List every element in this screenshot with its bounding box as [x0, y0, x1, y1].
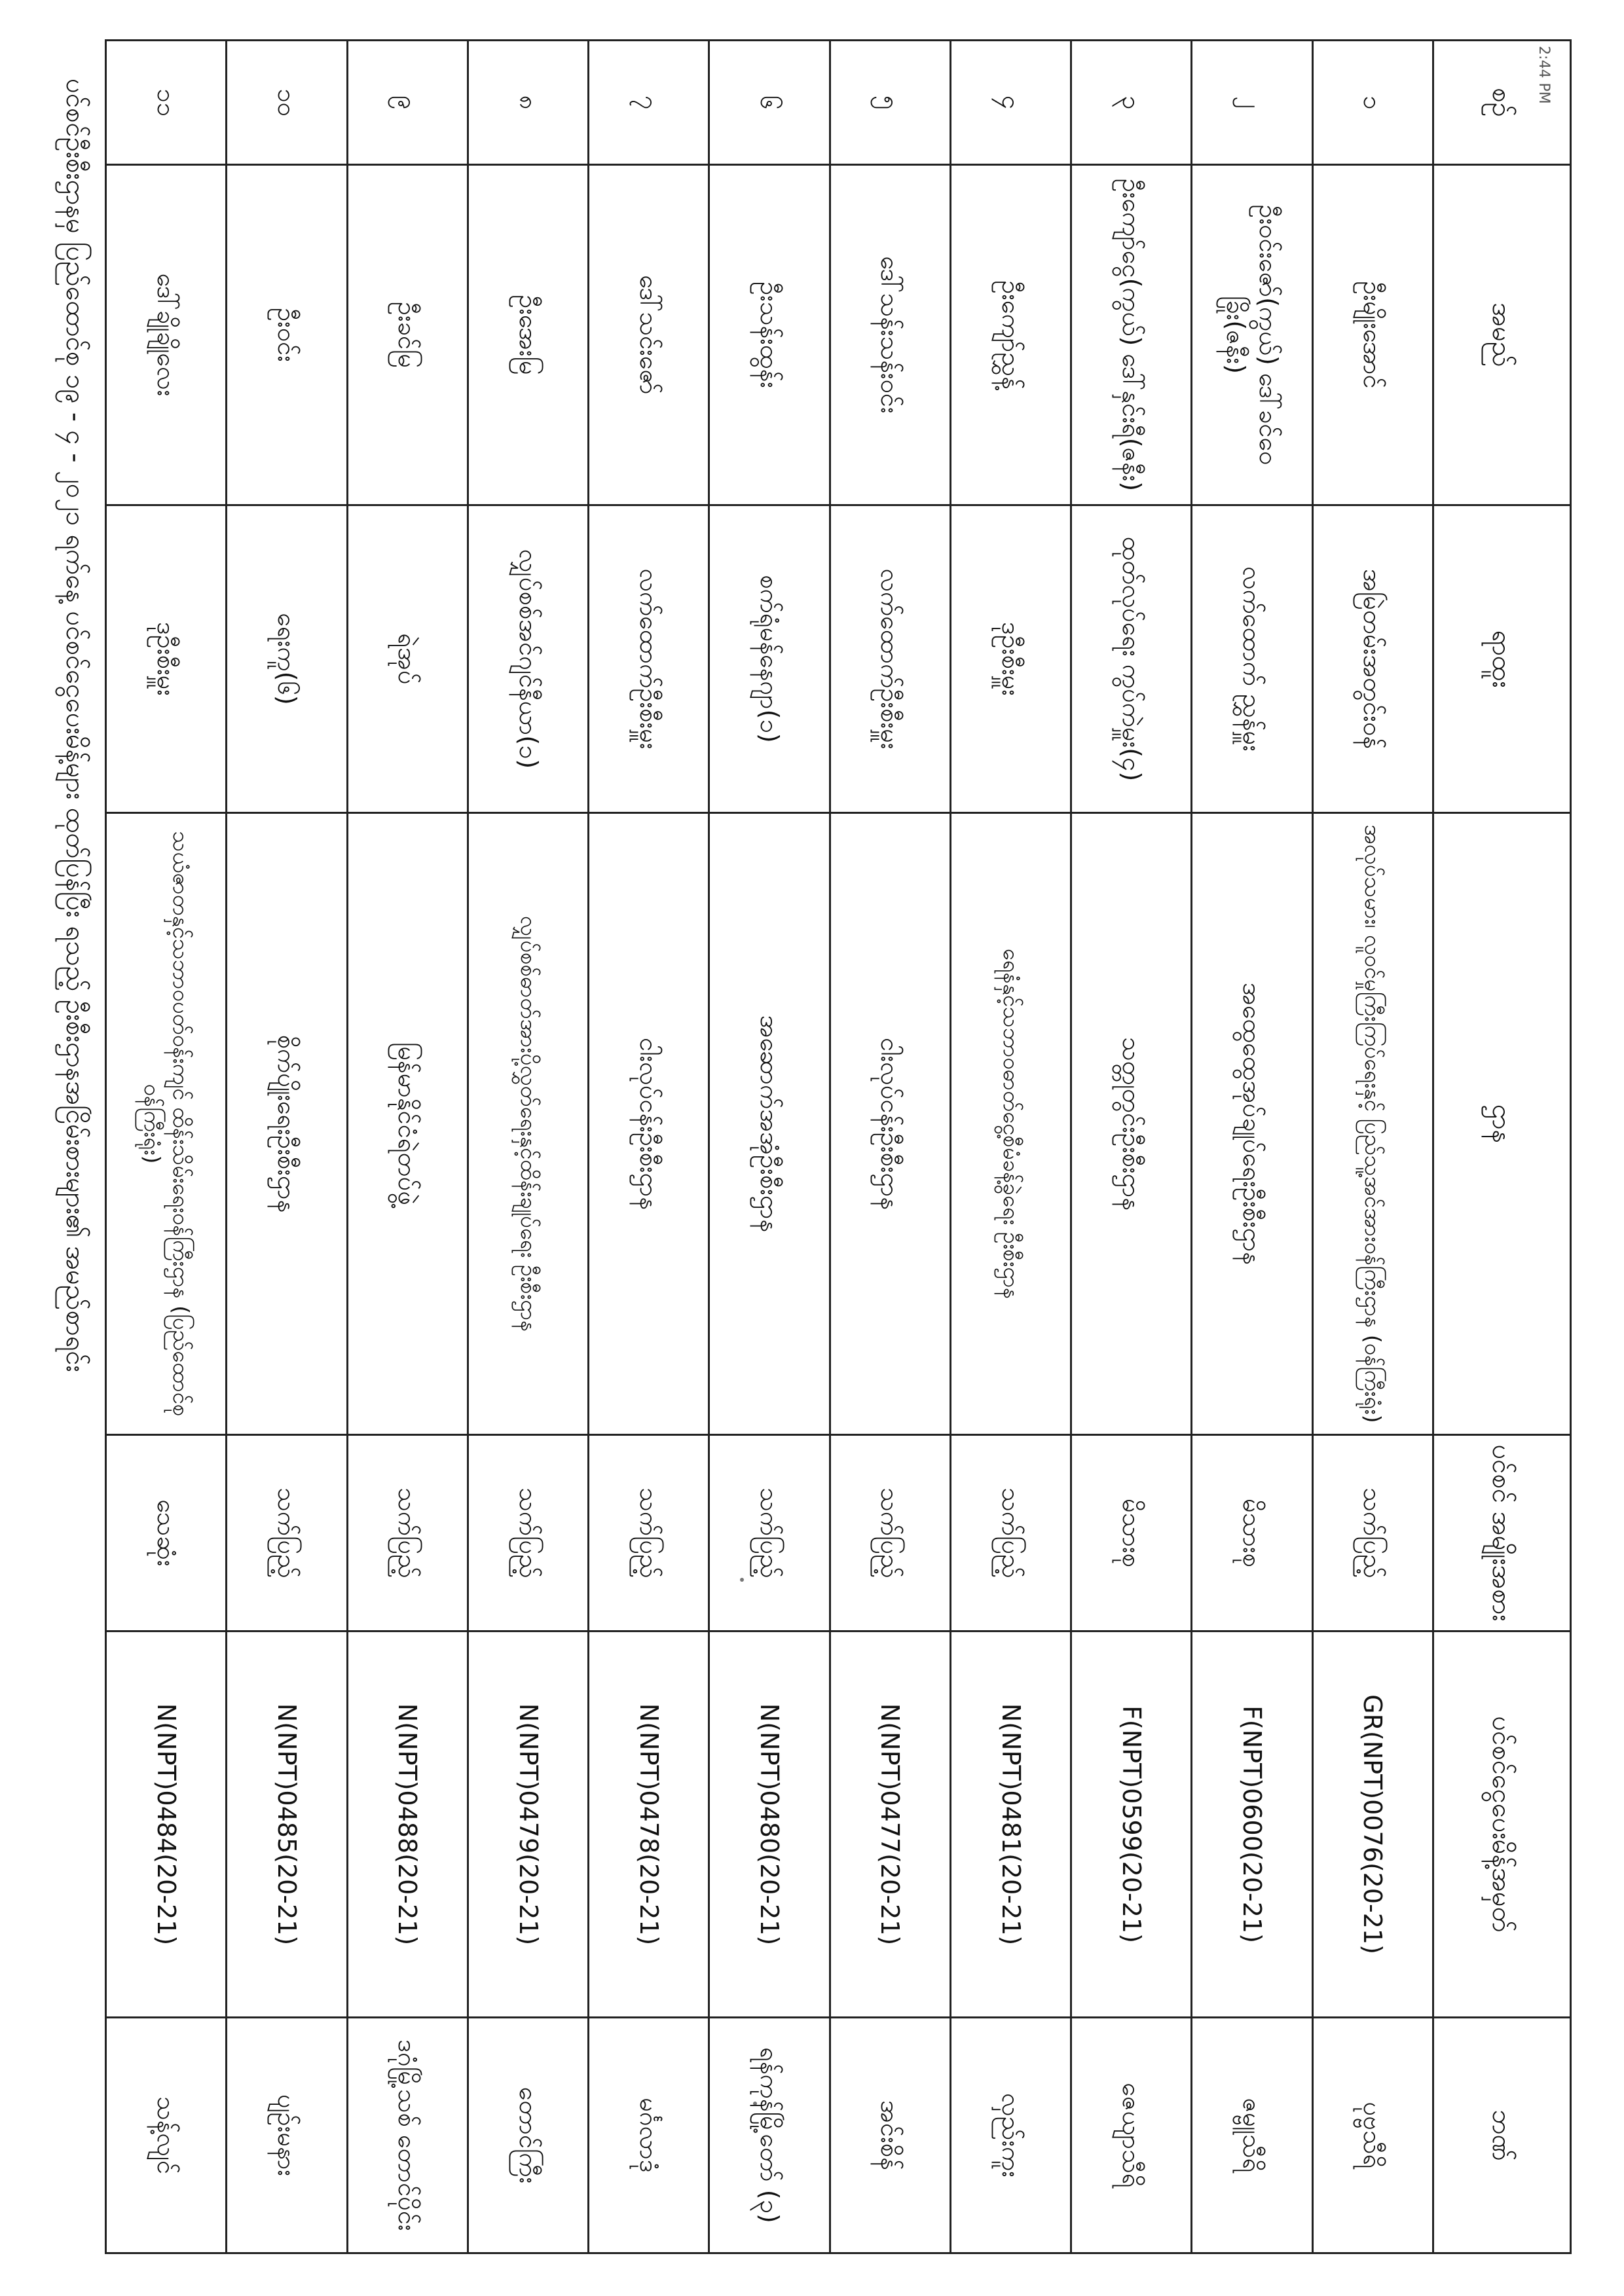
cell-no: ၈	[468, 41, 588, 165]
table-row	[589, 41, 709, 2253]
cell-name: ဦးဝင်း	[227, 165, 347, 505]
header-order-number: ပင်စင်ငွေပေးမိန့်အမှတ်	[1433, 1631, 1571, 2018]
cell-bank: တောင်ကြီး	[468, 2018, 588, 2253]
header-bank: ဘဏ်	[1433, 2018, 1571, 2253]
cell-order-number: F(NPT)0599(20-21)	[1071, 1631, 1192, 2018]
cell-no: ၃	[1071, 41, 1192, 165]
cell-pension-type: သက်ပြည့်	[950, 1435, 1071, 1631]
cell-name: ဦးအေးမြ	[468, 165, 588, 505]
table-row	[950, 41, 1071, 2253]
cell-rank: ထုတ်လုပ်ရေး ကွပ်ကဲမှူး(၄)	[1071, 505, 1192, 813]
cell-rank: လျှပ်စစ်အင်ဂျင်နီယာ(၁)	[468, 505, 588, 813]
cell-name: ဦးခင်မြ	[347, 165, 468, 505]
cell-rank: ရေးကူ(၆)	[227, 505, 347, 813]
cell-no: ၇	[589, 41, 709, 165]
cell-bank: ဒဂုံမြို့သစ် တောင်ပိုင်း	[347, 2018, 468, 2253]
cell-order-number: GR(NPT)0076(20-21)	[1312, 1631, 1433, 2018]
cell-order-number: N(NPT)0481(20-21)	[950, 1631, 1071, 2018]
table-row	[1312, 41, 1433, 2253]
cell-department: အလုပ်သမား၊ လူဝင်မှုကြီးကြပ်ရေးနှင့် ပြည်သူ့အင်အားဝန်ကြီးဌာန (ဝန်ကြီးရုံး)	[1312, 813, 1433, 1435]
cell-order-number: N(NPT)0478(20-21)	[589, 1631, 709, 2018]
pension-table	[105, 39, 1572, 2254]
document-title: ပင်စင်ဦးစီးဌာနမှ ပြည်ထောင်စု ၁၉ - ၄ - ၂၀၂၁ ရက်နေ့ ပင်စင်ငွေပေးမိန့်များ ထုတ်ပြန်ပြီး ရသည့် ဦးစီးဌာနအငြိမ်းစားများ၏ အမည်စာရင်း	[60, 79, 90, 1372]
cell-bank: ဇေယျာသီရိ	[1071, 2018, 1192, 2253]
cell-name: ဦးမျိုးအောင်	[1312, 165, 1433, 505]
cell-rank: လက်ထောက်ဦးစီးမှူး	[589, 505, 709, 813]
cell-order-number: N(NPT)0480(20-21)	[709, 1631, 830, 2018]
table-row	[1071, 41, 1192, 2253]
cell-rank: လက်ထောက် ညွှန်မှူး	[1192, 505, 1312, 813]
cell-no: ၁	[1312, 41, 1433, 165]
cell-pension-type: သက်ပြည့်	[1312, 1435, 1433, 1631]
header-name: အမည်	[1433, 165, 1571, 505]
cell-pension-type: မိသားစု	[1071, 1435, 1192, 1631]
table-header-row	[1433, 41, 1571, 2253]
cell-no: ၂	[1192, 41, 1312, 165]
cell-department: ရေနံနှင့်သဘာဝဓာတ်ငွေ့စီမံခန့်ခွဲရေး ဦးစီးဌာန	[950, 813, 1071, 1435]
table-row	[227, 41, 347, 2253]
cell-pension-type: သက်ပြည့်	[347, 1435, 468, 1631]
cell-department: လျှပ်စစ်ဓာတ်အားပို့လွှတ်ရေးနှင့်ထိန်းချုပ်ရေး ဦးစီးဌာန	[468, 813, 588, 1435]
cell-pension-type: သက်ပြည့်	[468, 1435, 588, 1631]
cell-no: ၅	[830, 41, 950, 165]
cell-department: သတ္တုတွင်းဦးစီးဌာန	[1071, 813, 1192, 1435]
cell-name: ဦးသန်းထွန်း	[709, 165, 830, 505]
cell-no: ၁၁	[106, 41, 227, 165]
cell-bank: လှည်းကူး	[950, 2018, 1071, 2253]
cell-order-number: F(NPT)0600(20-21)	[1192, 1631, 1312, 2018]
cell-rank: ရဲအုပ်	[347, 505, 468, 813]
table-row	[106, 41, 227, 2253]
cell-bank: ဇမ္ဗူသီရိ	[1192, 2018, 1312, 2253]
cell-name: ဦးကျော်ငွေ(ကွယ်) ဒေါ်နှင်းရီ(ဇနီး)	[1071, 165, 1192, 505]
cell-pension-type: သက်ပြည့်	[589, 1435, 709, 1631]
cell-department: ငါးလုပ်ငန်းဦးစီးဌာန	[830, 813, 950, 1435]
cell-order-number: N(NPT)0484(20-21)	[106, 1631, 227, 2018]
cell-no: ၄	[950, 41, 1071, 165]
header-pension-type: ပင်စင် အမျိုးအစား	[1433, 1435, 1571, 1631]
cell-bank: သန့်လျင်	[106, 2018, 227, 2253]
cell-rank: ဒုဦးစီးမှူး	[106, 505, 227, 813]
cell-order-number: N(NPT)0479(20-21)	[468, 1631, 588, 2018]
cell-pension-type: သက်ပြည့်	[830, 1435, 950, 1631]
cell-name: ဒေါ်သင်းဇော်	[589, 165, 709, 505]
header-no: စဉ်	[1433, 41, 1571, 165]
table-row	[830, 41, 950, 2253]
cell-order-number: N(NPT)0488(20-21)	[347, 1631, 468, 2018]
cell-bank: မင်္ဂလာဒုံ	[589, 2018, 709, 2253]
cell-no: ၆	[709, 41, 830, 165]
print-timestamp: 2:44 PM	[1536, 46, 1552, 104]
cell-department: မြန်မာနိုင်ငံရဲတပ်ဖွဲ့	[347, 813, 468, 1435]
cell-bank: ရန်ကုန်မြို့တော် (၃)	[709, 2018, 830, 2253]
header-rank: ရာထူး	[1433, 505, 1571, 813]
table-row	[709, 41, 830, 2253]
cell-pension-type: သေဆုံး	[106, 1435, 227, 1631]
header-department: ဌာန	[1433, 813, 1571, 1435]
cell-rank: စက်ရုံမန်နေဂျာ(၁)	[709, 505, 830, 813]
table-row	[347, 41, 468, 2253]
cell-pension-type: သက်ပြည့်	[227, 1435, 347, 1631]
cell-bank: အင်းစိန်	[830, 2018, 950, 2253]
cell-rank: အမြဲတမ်းအတွင်းဝန်	[1312, 505, 1433, 813]
cell-department: သယံဇာတနှင့်သဘာဝပတ်ဝန်းကျင် ထိန်းသိမ်းရေးဝန်ကြီးဌာန (ပြည်ထောင်စုဝန်ကြီးရုံး)	[106, 813, 227, 1435]
cell-bank: ပုဗ္ဗသီရိ	[1312, 2018, 1433, 2253]
cell-no: ၉	[347, 41, 468, 165]
cell-name: ဦးဝင်းဇော်(ကွယ်) ဒေါ်ခင်ဝေခြိုး(ဇနီး)	[1192, 165, 1312, 505]
cell-rank: လက်ထောက်ဦးစီးမှူး	[830, 505, 950, 813]
table-row	[1192, 41, 1312, 2253]
cell-name: ဒေါ်ချိုချိုလေး	[106, 165, 227, 505]
cell-department: အထွေထွေအုပ်ချုပ်ရေးဦးစီးဌာန	[1192, 813, 1312, 1435]
cell-rank: ဒုဦးစီးမှူး	[950, 505, 1071, 813]
cell-department: အဆောက်အအုံဦးစီးဌာန	[709, 813, 830, 1435]
cell-order-number: N(NPT)0477(20-21)	[830, 1631, 950, 2018]
cell-department: စိုက်ပျိုးရေးဦးစီးဌာန	[227, 813, 347, 1435]
cell-bank: ပျဉ်းမနား	[227, 2018, 347, 2253]
cell-name: ဦးကျော်ညွှန့်	[950, 165, 1071, 505]
table-row	[468, 41, 588, 2253]
cell-pension-type: သက်ပြည့်	[709, 1435, 830, 1631]
cell-order-number: N(NPT)0485(20-21)	[227, 1631, 347, 2018]
cell-pension-type: မိသားစု	[1192, 1435, 1312, 1631]
cell-no: ၁၀	[227, 41, 347, 165]
cell-department: ငါးလုပ်ငန်းဦးစီးဌာန	[589, 813, 709, 1435]
cell-name: ဒေါ်သန်းသန်းဝင်း	[830, 165, 950, 505]
